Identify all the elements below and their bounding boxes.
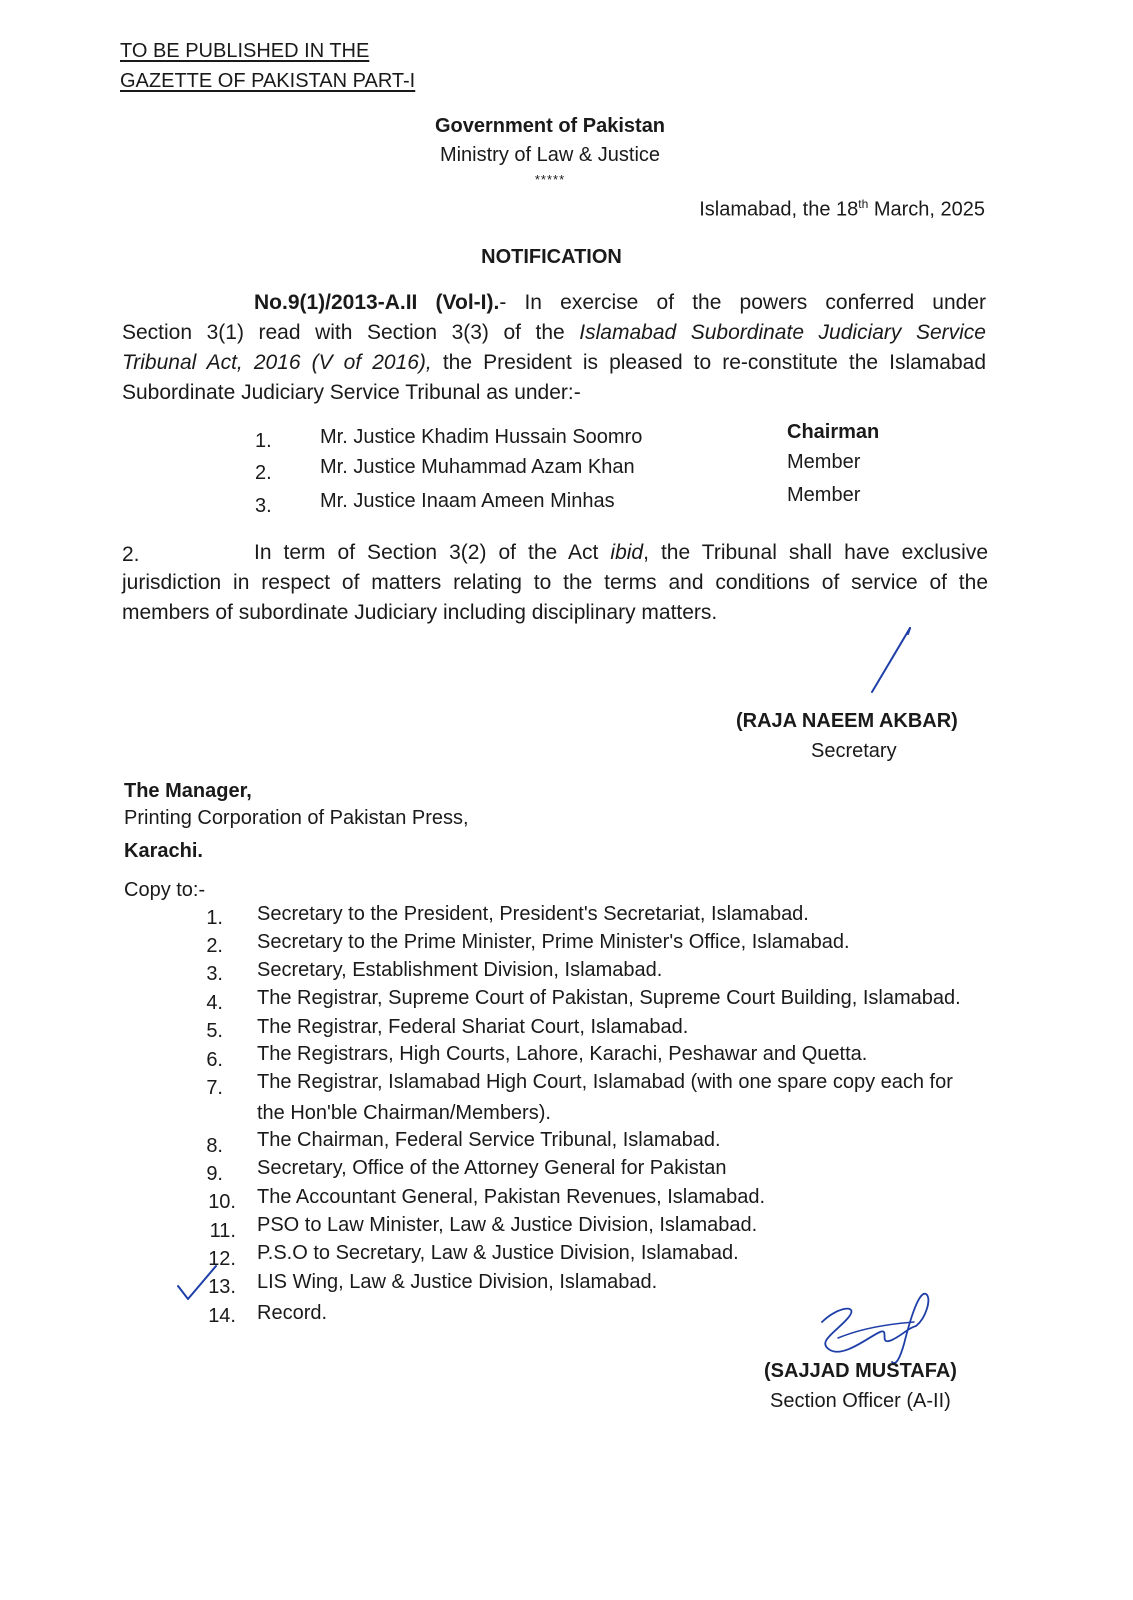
secretary-designation: Secretary [811,740,897,762]
government-heading: Government of Pakistan [434,115,666,137]
copy-item-4-number: 4. [206,992,223,1014]
copy-item-9-text: Secretary, Office of the Attorney General for Pakistan [257,1157,727,1179]
paragraph-2 [122,538,988,628]
copy-item-9-number: 9. [206,1163,223,1185]
copy-item-14-number: 14. [208,1305,236,1327]
copy-item-10-text: The Accountant General, Pakistan Revenues, Islamabad. [257,1186,766,1208]
date-superscript: th [858,197,869,211]
paragraph-1-line-3: Tribunal Act, 2016 (V of 2016), the President is pleased to re-constitute the Islamabad [122,351,986,374]
paragraph-2-line-3: members of subordinate Judiciary including disciplinary matters. [122,601,718,624]
copy-item-8-number: 8. [206,1135,223,1157]
copy-item-6-text: The Registrars, High Courts, Lahore, Karachi, Peshawar and Quetta. [257,1043,868,1065]
signature-stroke-mark [862,626,922,706]
copy-item-12-text: P.S.O to Secretary, Law & Justice Division, Islamabad. [257,1242,739,1264]
copy-item-5-number: 5. [206,1020,223,1042]
member-1-name: Mr. Justice Khadim Hussain Soomro [320,426,643,448]
paragraph-1-line-4: Subordinate Judiciary Service Tribunal as under:- [122,381,581,404]
copy-item-1-number: 1. [206,907,223,929]
member-1-role: Chairman [787,421,880,443]
copy-item-2-text: Secretary to the Prime Minister, Prime Minister's Office, Islamabad. [257,931,850,953]
copy-item-4-text: The Registrar, Supreme Court of Pakistan, Supreme Court Building, Islamabad. [257,987,961,1009]
notification-title: NOTIFICATION [481,246,622,268]
copy-item-13-text: LIS Wing, Law & Justice Division, Islamabad. [257,1271,658,1293]
copy-item-3-number: 3. [206,963,223,985]
stars-divider: ***** [534,172,566,187]
copy-item-12-number: 12. [208,1248,236,1270]
copy-item-11-text: PSO to Law Minister, Law & Justice Division, Islamabad. [257,1214,758,1236]
copy-item-7-text: The Registrar, Islamabad High Court, Islamabad (with one spare copy each for [257,1071,953,1093]
copy-item-2-number: 2. [206,935,223,957]
paragraph-1 [122,288,986,408]
publish-note-line1: TO BE PUBLISHED IN THE [120,40,370,62]
copy-item-3-text: Secretary, Establishment Division, Islamabad. [257,959,663,981]
date-prefix: Islamabad, the 18 [699,198,859,221]
paragraph-1-line-2: Section 3(1) read with Section 3(3) of the Islamabad Subordinate Judiciary Service [122,321,986,344]
copy-item-7-number: 7. [206,1077,223,1099]
member-2-role: Member [787,451,861,473]
paragraph-2-line-2: jurisdiction in respect of matters relating to the terms and conditions of service of the [122,571,988,594]
copy-item-5-text: The Registrar, Federal Shariat Court, Islamabad. [257,1016,689,1038]
copy-item-8-text: The Chairman, Federal Service Tribunal, Islamabad. [257,1129,721,1151]
addressee-line-3: Karachi. [124,840,203,862]
checkmark-icon [176,1264,226,1304]
copy-item-14-text: Record. [257,1302,328,1324]
section-officer-name: (SAJJAD MUSTAFA) [764,1360,957,1382]
copy-item-7-text-continued: the Hon'ble Chairman/Members). [257,1102,551,1124]
copy-item-6-number: 6. [206,1049,223,1071]
paragraph-1-line-1: No.9(1)/2013-A.II (Vol-I).- In exercise of the powers conferred under [254,291,986,314]
addressee-line-2: Printing Corporation of Pakistan Press, [124,807,469,829]
paragraph-2-line-1: In term of Section 3(2) of the Act ibid, the Tribunal shall have exclusive [254,541,988,564]
ministry-heading: Ministry of Law & Justice [439,144,661,166]
secretary-name: (RAJA NAEEM AKBAR) [736,710,958,732]
copy-to-label: Copy to:- [124,879,206,901]
member-2-number: 2. [255,462,272,484]
copy-item-11-number: 11. [209,1220,236,1242]
handwritten-signature [808,1288,938,1368]
publish-note-line2: GAZETTE OF PAKISTAN PART-I [120,70,416,92]
copy-item-10-number: 10. [208,1191,236,1213]
member-3-role: Member [787,484,861,506]
section-officer-designation: Section Officer (A-II) [770,1390,951,1412]
paragraph-2-number: 2. [122,543,140,566]
copy-item-13-number: 13. [208,1276,236,1298]
date-line [699,197,985,222]
notification-number: No.9(1)/2013-A.II (Vol-I). [254,291,500,314]
date-suffix: March, 2025 [868,198,985,221]
member-3-name: Mr. Justice Inaam Ameen Minhas [320,490,615,512]
member-3-number: 3. [255,495,272,517]
member-1-number: 1. [255,430,272,452]
copy-item-1-text: Secretary to the President, President's Secretariat, Islamabad. [257,903,809,925]
member-2-name: Mr. Justice Muhammad Azam Khan [320,456,635,478]
addressee-line-1: The Manager, [124,780,252,802]
